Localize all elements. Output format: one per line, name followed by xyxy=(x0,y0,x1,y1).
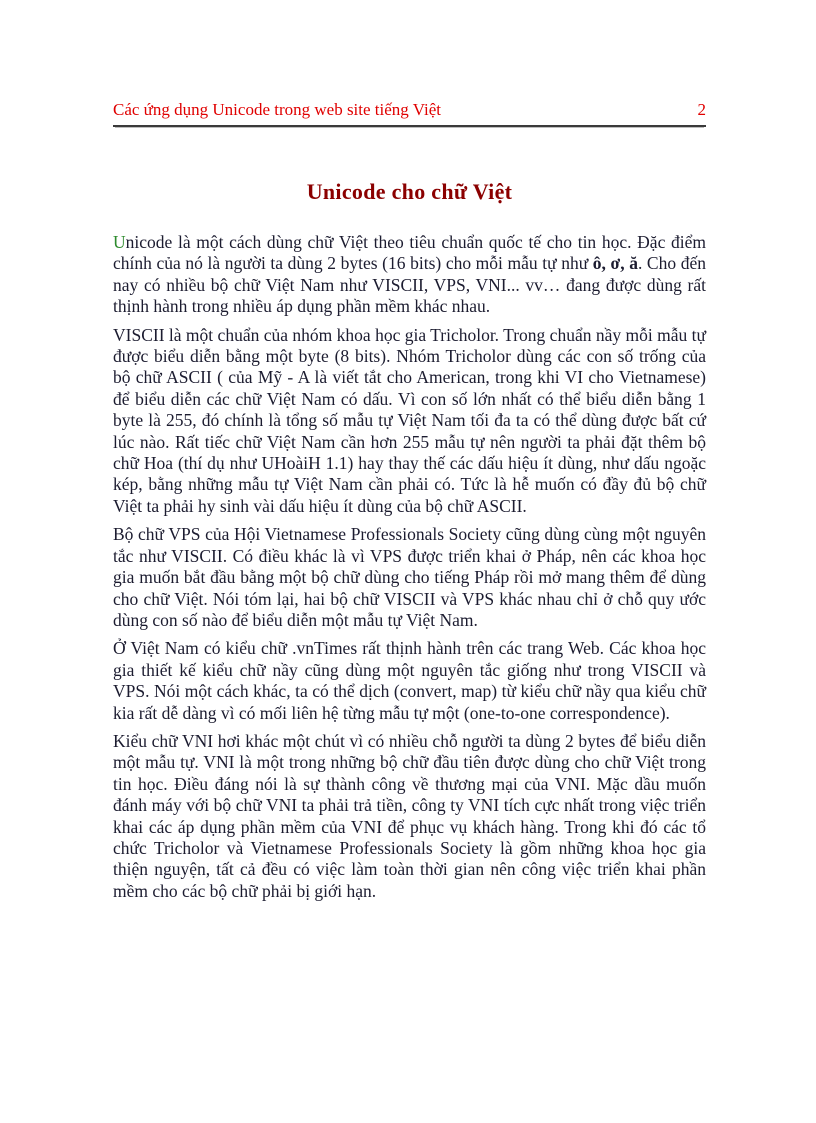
document-title: Unicode cho chữ Việt xyxy=(306,179,513,204)
document-body xyxy=(113,232,706,909)
page-header xyxy=(113,100,706,127)
green-initial-letter: U xyxy=(113,232,126,252)
text-segment: ô, ơ, ă xyxy=(592,253,638,274)
header-title: Các ứng dụng Unicode trong web site tiếng Việt xyxy=(113,100,441,119)
text-segment: VISCII là một chuẩn của nhóm khoa học gia Tricholor. Trong chuẩn nầy mỗi mẫu tự được biểu diễn bằng một byte (8 bits). Nhóm Tricholor dùng các con số trống của bộ chữ ASCII ( của Mỹ - A là viết tắt cho American, trong khi VI cho Vietnamese) để biểu diễn các chữ Việt Nam có dấu. Vì con số lớn nhất có thể biểu diễn bằng 1 byte là 255, đó chính là tổng số mẫu tự Việt Nam tối đa ta có thể dùng được bất cứ lúc nào. Rất tiếc chữ Việt Nam cần hơn 255 mẫu tự nên người ta phải đặt thêm bộ chữ Hoa (thí dụ như UHoàiH 1.1) hay thay thế các dấu hiệu ít dùng, như dấu ngoặc kép, bằng những mẫu tự Việt Nam cần phải có. Tức là hễ muốn có đầy đủ bộ chữ Việt ta phải hy sinh vài dấu hiệu ít dùng của bộ chữ ASCII. xyxy=(113,324,706,516)
paragraph-viscii xyxy=(113,325,706,518)
text-segment: . Cho đến nay có nhiều bộ chữ Việt Nam như VISCII, VPS, VNI... vv… đang được dùng rất thịnh hành trong nhiều áp dụng phần mềm khác nhau. xyxy=(113,253,706,317)
paragraph-vps xyxy=(113,524,706,631)
text-segment: Kiểu chữ VNI hơi khác một chút vì có nhiều chỗ người ta dùng 2 bytes để biểu diễn một mẫu tự. VNI là một trong những bộ chữ đầu tiên được dùng cho chữ Việt trong tin học. Điều đáng nói là sự thành công về thương mại của VNI. Mặc dầu muốn đánh máy với bộ chữ VNI ta phải trả tiền, công ty VNI tích cực nhất trong việc triển khai các áp dụng phần mềm của VNI để phục vụ khách hàng. Trong khi đó các tổ chức Tricholor và Vietnamese Professionals Society là gồm những khoa học gia thiện nguyện, tất cả đều có việc làm toàn thời gian nên công việc triển khai phần mềm cho các bộ chữ phải bị giới hạn. xyxy=(113,730,706,901)
paragraph-unicode-intro xyxy=(113,232,706,318)
paragraph-vni xyxy=(113,731,706,902)
text-segment: Ở Việt Nam có kiểu chữ .vnTimes rất thịnh hành trên các trang Web. Các khoa học gia thiết kế kiểu chữ nầy cũng dùng một nguyên tắc giống như trong VISCII và VPS. Nói một cách khác, ta có thể dịch (convert, map) từ kiểu chữ nầy qua kiểu chữ kia rất dễ dàng vì có mối liên hệ từng mẫu tự một (one-to-one correspondence). xyxy=(113,638,706,723)
page-number: 2 xyxy=(697,100,706,119)
paragraph-vntimes xyxy=(113,638,706,724)
text-segment: nicode là một cách dùng chữ Việt theo tiêu chuẩn quốc tế cho tin học. Đặc điểm chính của nó là người ta dùng 2 bytes (16 bits) cho mỗi mẫu tự như xyxy=(113,232,706,274)
text-segment: Bộ chữ VPS của Hội Vietnamese Professionals Society cũng dùng cùng một nguyên tắc như VISCII. Có điều khác là vì VPS được triển khai ở Pháp, nên các khoa học gia muốn bắt đầu bằng một bộ chữ dùng cho tiếng Pháp rồi mở mang thêm để dùng cho chữ Việt. Nói tóm lại, hai bộ chữ VISCII và VPS khác nhau chỉ ở chỗ quy ước dùng con số nào để biểu diễn một mẫu tự Việt Nam. xyxy=(113,524,706,630)
